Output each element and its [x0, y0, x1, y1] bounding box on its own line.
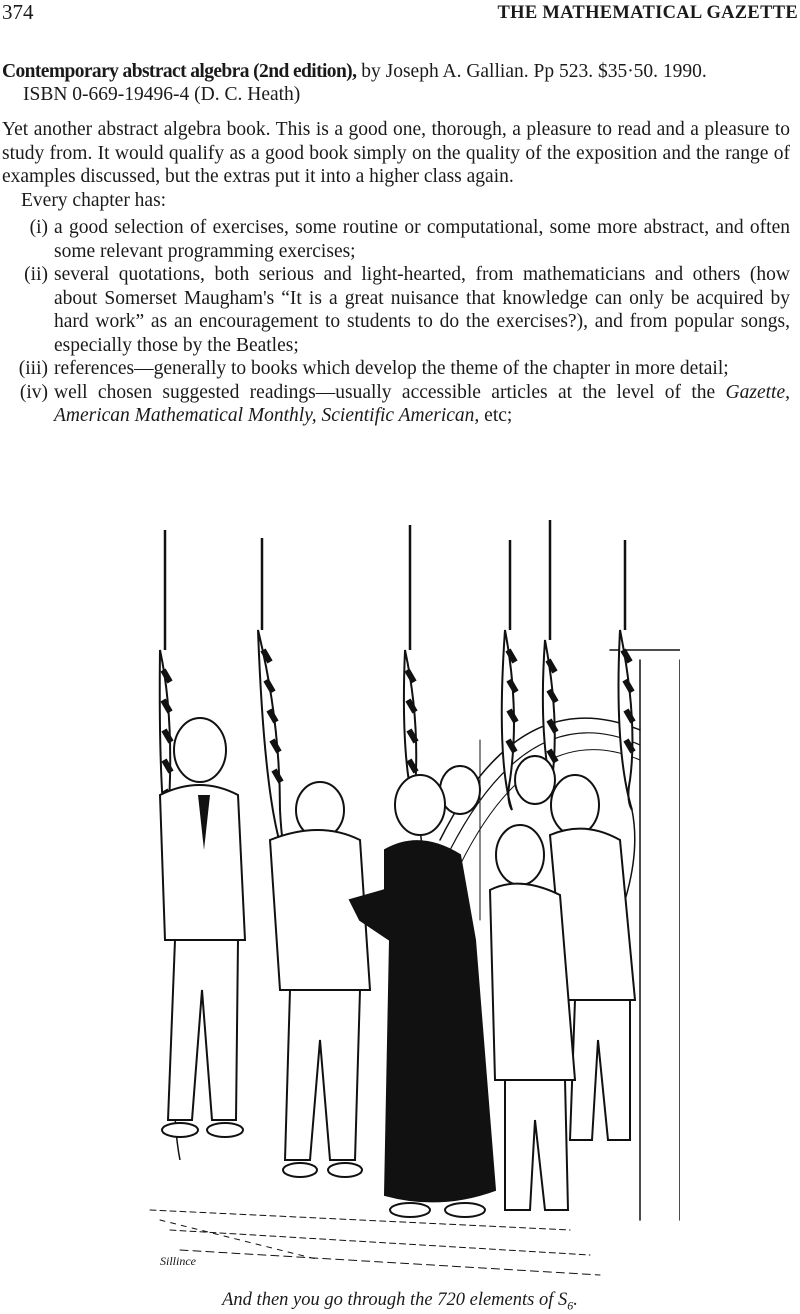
review-body [2, 118, 790, 428]
chapter-features-list [2, 216, 790, 428]
list-item [2, 263, 790, 357]
paragraph-2: Every chapter has: [21, 189, 167, 211]
list-item-text-post: etc; [479, 405, 513, 426]
caption-subscript: 6 [567, 1298, 574, 1313]
page-number: 374 [2, 0, 34, 24]
list-item [2, 357, 790, 381]
list-item [2, 216, 790, 263]
list-item-text [54, 381, 790, 428]
book-byline: by Joseph A. Gallian. Pp 523. $35·50. 1990. [356, 61, 707, 82]
paragraph-1: Yet another abstract algebra book. This is a good one, thorough, a pleasure to read and a pleasure to study from. It would qualify as a good book simply on the quality of the exposition and the range of examples discussed, but the extras put it into a higher class again. [2, 119, 790, 187]
list-item-number: (iii) [18, 358, 48, 379]
list-item-text: several quotations, both serious and light-hearted, from mathematicians and others (how about Somerset Maugham's “It is a great nuisance that knowledge can only be acquired by hard work” as an encouragement to students to do the exercises?), and from popular songs, especially those by the Beatles; [54, 264, 790, 356]
book-isbn: ISBN 0-669-19496-4 (D. C. Heath) [23, 84, 301, 105]
list-item-number: (iv) [19, 381, 48, 403]
list-item-number: (i) [29, 217, 48, 238]
review-heading [2, 60, 792, 106]
figure-caption [0, 1290, 800, 1314]
list-item [2, 381, 790, 428]
list-item-text-pre: well chosen suggested readings—usually accessible articles at the level of the [54, 381, 726, 403]
journal-title: THE MATHEMATICAL GAZETTE [497, 3, 798, 23]
journal-names: Gazette, American Mathematical Monthly, Scientific American, [54, 381, 790, 426]
caption-end: . [573, 1290, 578, 1310]
book-title: Contemporary abstract algebra (2nd edition), [2, 61, 357, 82]
list-item-number: (ii) [24, 264, 48, 285]
list-item-text: a good selection of exercises, some routine or computational, some more abstract, and often some relevant programming exercises; [54, 217, 790, 262]
bell-ringers-cartoon [120, 520, 680, 1290]
list-item-text: references—generally to books which develop the theme of the chapter in more detail; [54, 358, 729, 379]
caption-text: And then you go through the 720 elements of S [222, 1290, 568, 1310]
artist-signature: Sillince [160, 1254, 196, 1268]
running-head [2, 0, 798, 30]
